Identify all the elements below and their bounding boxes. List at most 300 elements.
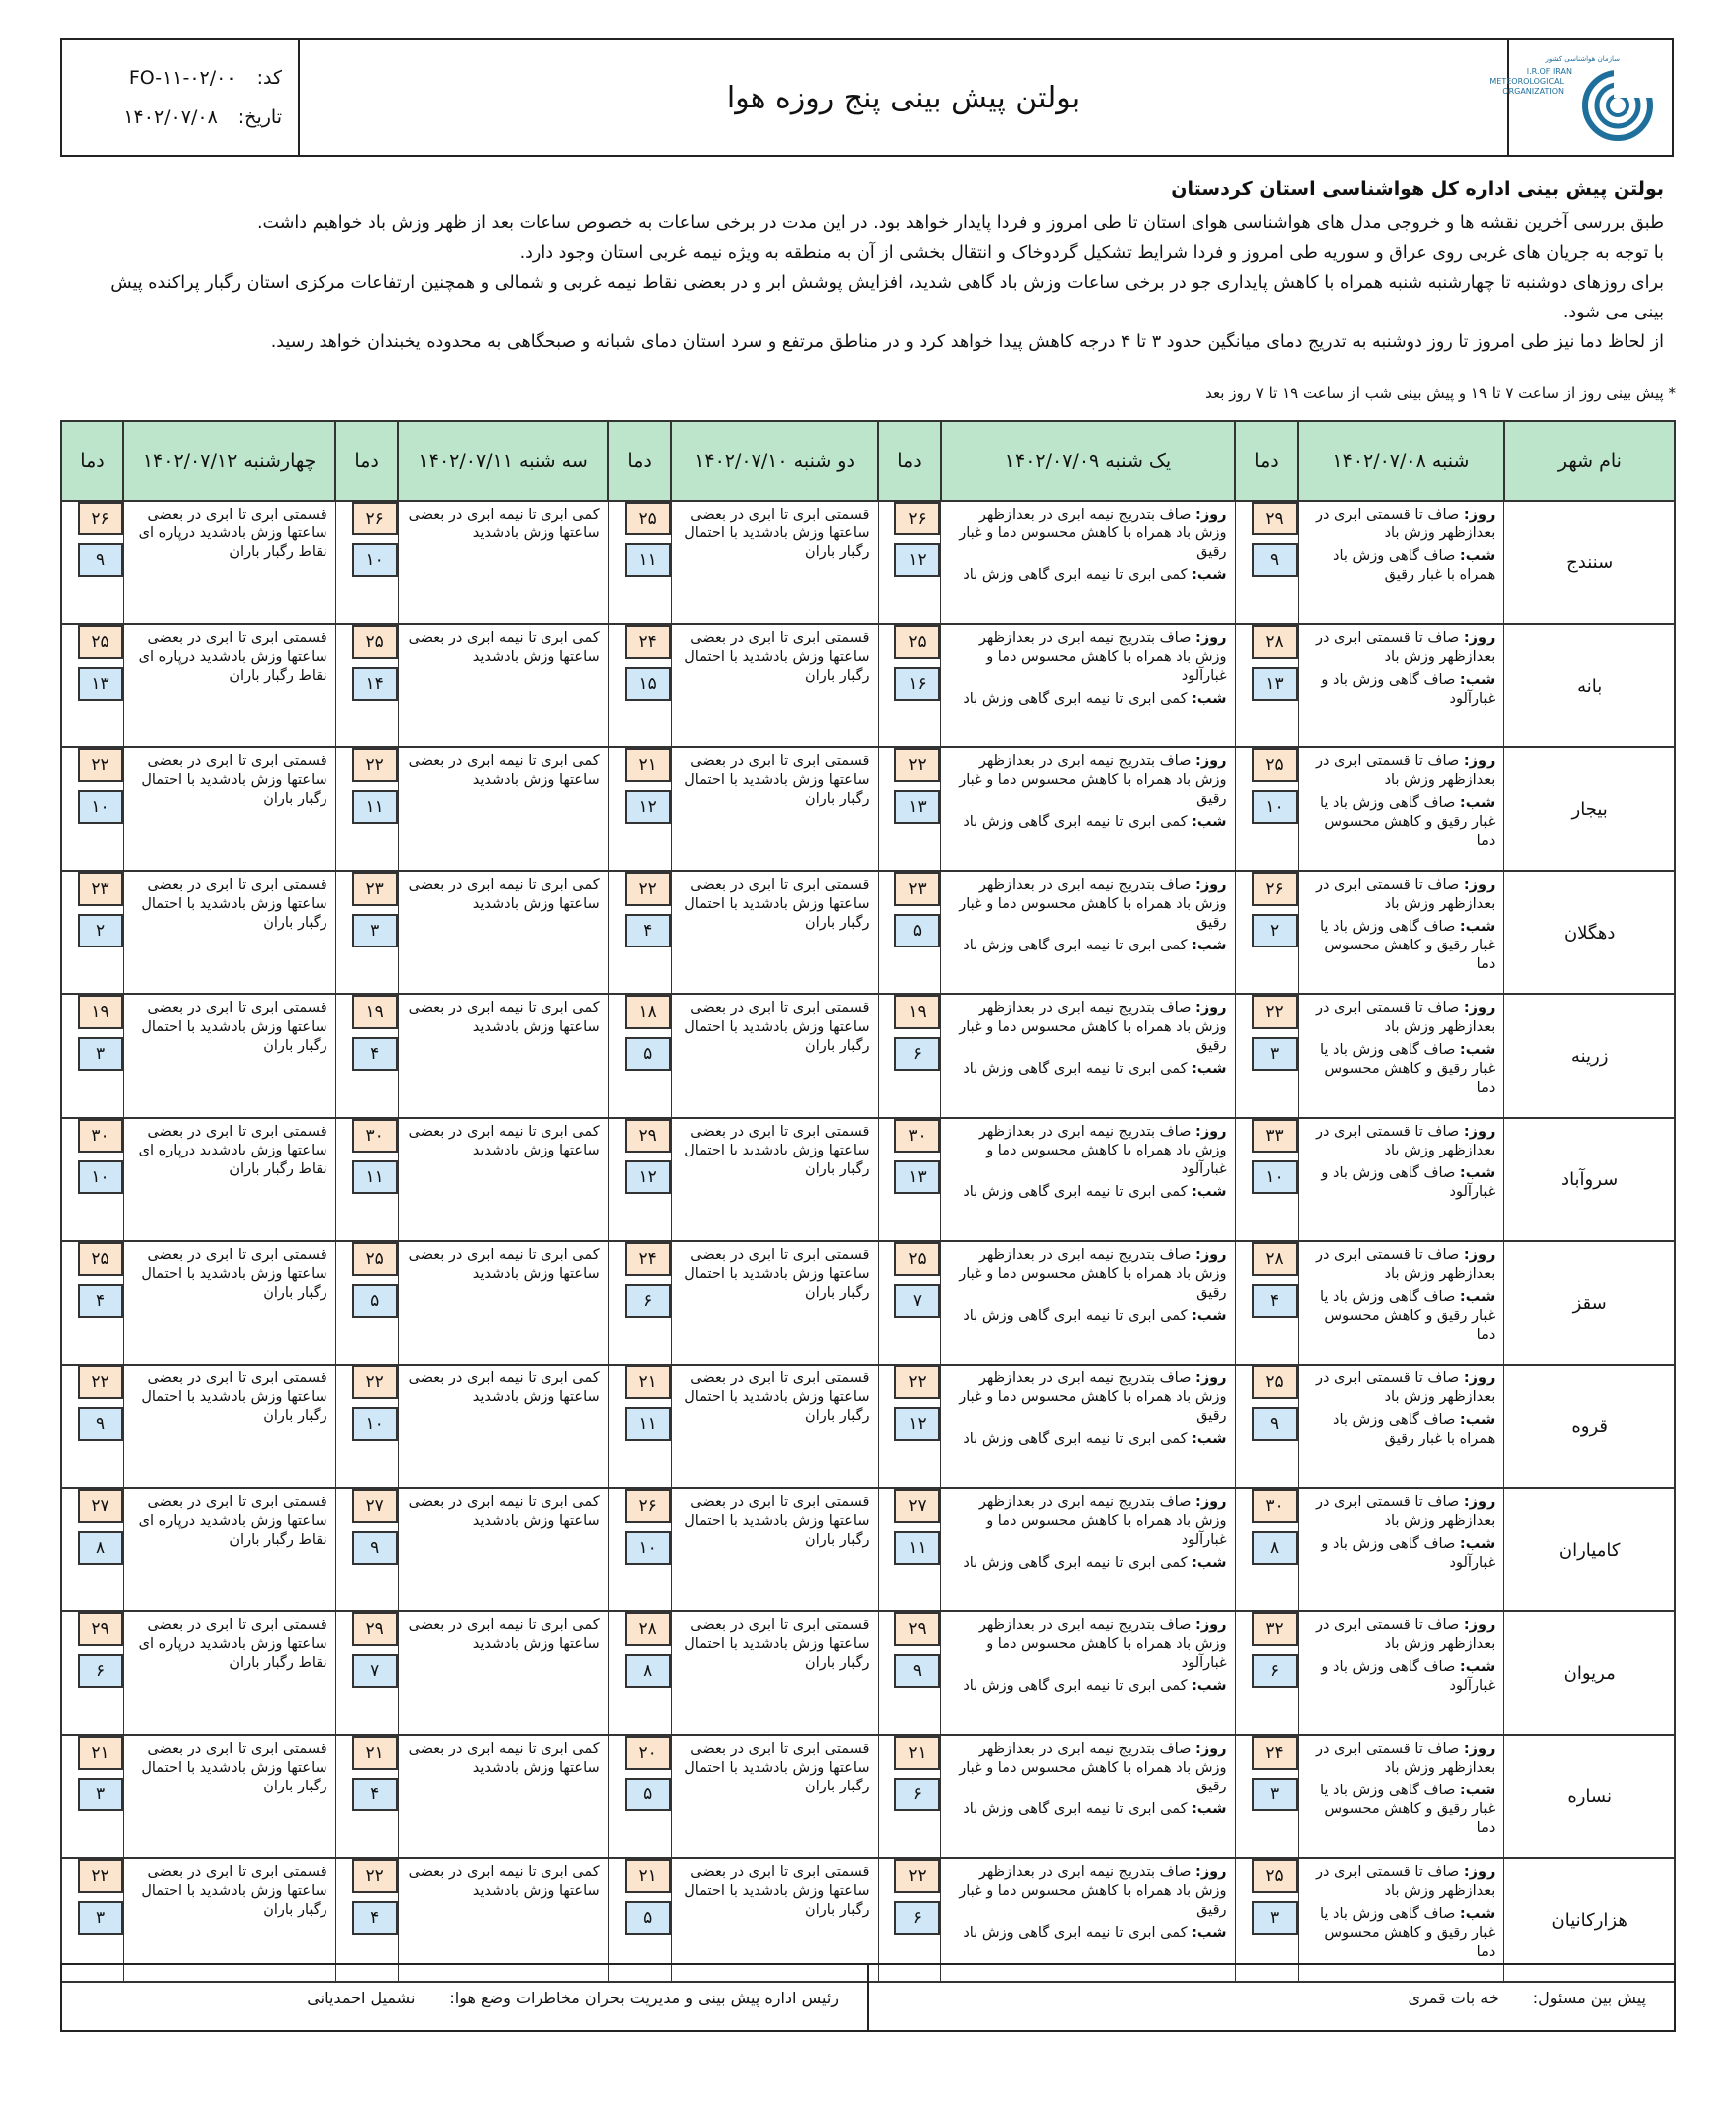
temp-cell xyxy=(878,747,941,871)
min-temp: ۱۴ xyxy=(352,667,398,701)
temp-cell xyxy=(335,624,398,747)
forecast-cell xyxy=(398,1488,608,1611)
intro-paragraph: با توجه به جریان های غربی روی عراق و سوریه طی امروز و فردا شرایط تشکیل گردوخاک و انتقال بخشی از آن به منطقه به ویژه نیمه غربی استان وجود دارد. xyxy=(519,243,1664,263)
temp-cell xyxy=(61,1488,123,1611)
temp-cell xyxy=(608,1488,671,1611)
max-temp: ۲۴ xyxy=(625,625,671,659)
max-temp: ۲۵ xyxy=(352,625,398,659)
forecast-cell xyxy=(1298,1611,1504,1735)
temp-cell xyxy=(61,871,123,994)
max-temp: ۲۲ xyxy=(352,1859,398,1893)
temp-cell xyxy=(608,871,671,994)
night-label: شب: xyxy=(1459,1289,1496,1305)
min-temp: ۶ xyxy=(1252,1654,1298,1688)
forecast-cell xyxy=(1298,871,1504,994)
temp-cell xyxy=(608,994,671,1118)
night-text: صاف گاهی وزش باد همراه با غبار رقیق xyxy=(1333,1412,1496,1447)
table-row xyxy=(61,871,1675,994)
night-text: کمی ابری تا نیمه ابری گاهی وزش باد xyxy=(963,1801,1188,1817)
day-text: صاف تا قسمتی ابری در بعدازظهر وزش باد xyxy=(1315,1617,1496,1652)
night-forecast xyxy=(945,1060,1226,1079)
day-forecast xyxy=(945,1123,1226,1179)
day-text: صاف بتدریج نیمه ابری در بعدازظهر وزش باد همراه با کاهش محسوس دما و غبار رقیق xyxy=(959,1247,1227,1301)
night-forecast xyxy=(945,1307,1226,1326)
night-text: صاف گاهی وزش باد و غبارآلود xyxy=(1321,1165,1496,1200)
temp-column-header: دما xyxy=(1235,421,1298,501)
temp-cell xyxy=(335,871,398,994)
forecast-cell xyxy=(671,747,878,871)
day-column-header: دو شنبه ۱۴۰۲/۰۷/۱۰ xyxy=(671,421,878,501)
min-temp: ۱۰ xyxy=(78,1160,123,1194)
temp-cell xyxy=(878,624,941,747)
temp-cell xyxy=(608,1241,671,1365)
forecast-text: قسمتی ابری تا ابری در بعضی ساعتها وزش بادشدید درپاره ای نقاط رگبار باران xyxy=(138,1494,327,1548)
max-temp: ۲۷ xyxy=(894,1489,940,1523)
forecast-text: قسمتی ابری تا ابری در بعضی ساعتها وزش بادشدید با احتمال رگبار باران xyxy=(141,877,327,931)
day-label: روز: xyxy=(1195,1617,1227,1633)
night-label: شب: xyxy=(1459,1042,1496,1058)
max-temp: ۲۱ xyxy=(894,1736,940,1770)
day-text: صاف بتدریج نیمه ابری در بعدازظهر وزش باد همراه با کاهش محسوس دما و غبار رقیق xyxy=(959,1741,1227,1794)
forecast-text: قسمتی ابری تا ابری در بعضی ساعتها وزش بادشدید درپاره ای نقاط رگبار باران xyxy=(138,1124,327,1177)
night-forecast xyxy=(1303,1905,1496,1962)
temp-cell xyxy=(878,1241,941,1365)
day-forecast xyxy=(1303,1493,1496,1531)
max-temp: ۲۵ xyxy=(1252,1859,1298,1893)
temp-cell xyxy=(608,1118,671,1241)
meteorological-organization-logo-icon xyxy=(1489,48,1665,147)
temp-cell xyxy=(1235,1735,1298,1858)
day-forecast xyxy=(945,999,1226,1056)
max-temp: ۱۹ xyxy=(894,995,940,1029)
forecast-cell xyxy=(671,994,878,1118)
min-temp: ۸ xyxy=(1252,1531,1298,1565)
day-text: صاف بتدریج نیمه ابری در بعدازظهر وزش باد همراه با کاهش محسوس دما و غبار رقیق xyxy=(959,507,1227,560)
city-column-header: نام شهر xyxy=(1504,421,1675,501)
min-temp: ۲ xyxy=(78,914,123,947)
night-text: کمی ابری تا نیمه ابری گاهی وزش باد xyxy=(963,1555,1188,1571)
forecast-text: کمی ابری تا نیمه ابری در بعضی ساعتها وزش بادشدید xyxy=(408,1864,600,1899)
intro-paragraph: از لحاظ دما نیز طی امروز تا روز دوشنبه به تدریج دمای میانگین حدود ۳ تا ۴ درجه کاهش پیدا خواهد کرد و در مناطق مرتفع و سرد استان دمای شبانه و صبحگاهی به محدوده یخبندان خواهد رسید. xyxy=(270,332,1664,352)
night-label: شب: xyxy=(1459,672,1496,688)
bulletin-title: بولتن پیش بینی پنج روزه هوا xyxy=(726,80,1081,115)
night-text: صاف گاهی وزش باد همراه با غبار رقیق xyxy=(1333,548,1496,583)
forecast-cell xyxy=(1298,1735,1504,1858)
min-temp: ۹ xyxy=(78,543,123,577)
max-temp: ۲۹ xyxy=(894,1612,940,1646)
max-temp: ۲۵ xyxy=(894,625,940,659)
temp-cell xyxy=(608,624,671,747)
temp-cell xyxy=(335,1241,398,1365)
max-temp: ۲۹ xyxy=(78,1612,123,1646)
department-head-name: نشمیل احمدیانی xyxy=(307,1988,416,2007)
min-temp: ۶ xyxy=(625,1284,671,1318)
day-label: روز: xyxy=(1463,753,1496,769)
table-row xyxy=(61,1118,1675,1241)
day-forecast xyxy=(1303,876,1496,914)
min-temp: ۱۱ xyxy=(625,543,671,577)
table-row xyxy=(61,624,1675,747)
forecast-cell xyxy=(1298,624,1504,747)
max-temp: ۱۸ xyxy=(625,995,671,1029)
night-text: کمی ابری تا نیمه ابری گاهی وزش باد xyxy=(963,1308,1188,1324)
temp-column-header: دما xyxy=(335,421,398,501)
date-value: ۱۴۰۲/۰۷/۰۸ xyxy=(123,106,218,128)
max-temp: ۲۵ xyxy=(1252,748,1298,782)
day-column-header: یک شنبه ۱۴۰۲/۰۷/۰۹ xyxy=(941,421,1235,501)
table-row xyxy=(61,1365,1675,1488)
forecast-text: کمی ابری تا نیمه ابری در بعضی ساعتها وزش بادشدید xyxy=(408,753,600,788)
min-temp: ۵ xyxy=(352,1284,398,1318)
temp-cell xyxy=(61,747,123,871)
forecast-cell xyxy=(1298,994,1504,1118)
night-text: کمی ابری تا نیمه ابری گاهی وزش باد xyxy=(963,1431,1188,1447)
forecast-cell xyxy=(398,1118,608,1241)
max-temp: ۲۸ xyxy=(625,1612,671,1646)
forecast-cell xyxy=(1298,1118,1504,1241)
night-forecast xyxy=(1303,1535,1496,1573)
night-label: شب: xyxy=(1192,1555,1227,1571)
night-forecast xyxy=(1303,1041,1496,1098)
forecast-text: قسمتی ابری تا ابری در بعضی ساعتها وزش بادشدید با احتمال رگبار باران xyxy=(684,630,870,684)
forecast-cell xyxy=(123,624,335,747)
forecast-text: قسمتی ابری تا ابری در بعضی ساعتها وزش بادشدید با احتمال رگبار باران xyxy=(684,1617,870,1671)
day-column-header: چهارشنبه ۱۴۰۲/۰۷/۱۲ xyxy=(123,421,335,501)
max-temp: ۲۱ xyxy=(625,1366,671,1399)
date-label: تاریخ: xyxy=(237,106,282,128)
max-temp: ۲۲ xyxy=(78,748,123,782)
max-temp: ۲۲ xyxy=(78,1859,123,1893)
night-forecast xyxy=(1303,1164,1496,1202)
day-label: روز: xyxy=(1463,1247,1496,1263)
temp-cell xyxy=(61,1118,123,1241)
temp-cell xyxy=(61,1365,123,1488)
day-label: روز: xyxy=(1195,1494,1227,1510)
temp-cell xyxy=(335,1488,398,1611)
temp-cell xyxy=(335,1735,398,1858)
night-label: شب: xyxy=(1459,795,1496,811)
day-text: صاف بتدریج نیمه ابری در بعدازظهر وزش باد همراه با کاهش محسوس دما و غبار رقیق xyxy=(959,753,1227,807)
day-forecast xyxy=(945,506,1226,562)
min-temp: ۷ xyxy=(894,1284,940,1318)
day-forecast xyxy=(1303,629,1496,667)
min-temp: ۱۰ xyxy=(1252,1160,1298,1194)
max-temp: ۲۱ xyxy=(625,748,671,782)
max-temp: ۱۹ xyxy=(352,995,398,1029)
night-label: شب: xyxy=(1459,1165,1496,1181)
night-label: شب: xyxy=(1192,691,1227,707)
forecast-cell xyxy=(398,747,608,871)
day-text: صاف تا قسمتی ابری در بعدازظهر وزش باد xyxy=(1315,1864,1496,1899)
max-temp: ۳۰ xyxy=(78,1119,123,1153)
night-forecast xyxy=(1303,1288,1496,1345)
forecast-cell xyxy=(941,1735,1235,1858)
organization-logo xyxy=(1489,40,1672,155)
min-temp: ۳ xyxy=(1252,1037,1298,1071)
forecast-cell xyxy=(941,994,1235,1118)
min-temp: ۸ xyxy=(625,1654,671,1688)
max-temp: ۲۲ xyxy=(1252,995,1298,1029)
day-label: روز: xyxy=(1463,507,1496,523)
temp-cell xyxy=(608,1611,671,1735)
night-text: کمی ابری تا نیمه ابری گاهی وزش باد xyxy=(963,1184,1188,1200)
max-temp: ۲۲ xyxy=(625,872,671,906)
night-forecast xyxy=(1303,671,1496,709)
min-temp: ۳ xyxy=(352,914,398,947)
temp-cell xyxy=(878,1118,941,1241)
forecast-cell xyxy=(1298,1241,1504,1365)
min-temp: ۳ xyxy=(78,1037,123,1071)
night-text: صاف گاهی وزش باد و غبارآلود xyxy=(1321,672,1496,707)
city-name: بیجار xyxy=(1504,747,1675,871)
min-temp: ۵ xyxy=(625,1778,671,1811)
forecast-text: قسمتی ابری تا ابری در بعضی ساعتها وزش بادشدید با احتمال رگبار باران xyxy=(684,1370,870,1424)
min-temp: ۴ xyxy=(625,914,671,947)
max-temp: ۲۱ xyxy=(352,1736,398,1770)
forecast-cell xyxy=(1298,1365,1504,1488)
night-text: صاف گاهی وزش باد یا غبار رقیق و کاهش محسوس دما xyxy=(1319,1042,1496,1096)
forecast-cell xyxy=(941,1611,1235,1735)
forecast-cell xyxy=(671,1241,878,1365)
max-temp: ۲۶ xyxy=(352,502,398,535)
forecast-text: قسمتی ابری تا ابری در بعضی ساعتها وزش بادشدید با احتمال رگبار باران xyxy=(141,753,327,807)
max-temp: ۲۲ xyxy=(352,1366,398,1399)
night-text: صاف گاهی وزش باد یا غبار رقیق و کاهش محسوس دما xyxy=(1319,1783,1496,1836)
night-forecast xyxy=(1303,794,1496,851)
min-temp: ۶ xyxy=(894,1037,940,1071)
max-temp: ۲۳ xyxy=(894,872,940,906)
max-temp: ۲۶ xyxy=(894,502,940,535)
min-temp: ۱۳ xyxy=(894,1160,940,1194)
temp-cell xyxy=(1235,624,1298,747)
forecast-text: قسمتی ابری تا ابری در بعضی ساعتها وزش بادشدید با احتمال رگبار باران xyxy=(684,1247,870,1301)
night-forecast xyxy=(945,566,1226,585)
night-forecast xyxy=(945,1183,1226,1202)
min-temp: ۶ xyxy=(894,1901,940,1935)
code-label: کد: xyxy=(256,67,282,89)
forecast-cell xyxy=(671,1735,878,1858)
forecast-text: قسمتی ابری تا ابری در بعضی ساعتها وزش بادشدید درپاره ای نقاط رگبار باران xyxy=(138,507,327,560)
day-label: روز: xyxy=(1463,1494,1496,1510)
city-name: کامیاران xyxy=(1504,1488,1675,1611)
forecast-cell xyxy=(123,501,335,624)
temp-cell xyxy=(1235,501,1298,624)
forecast-cell xyxy=(123,1118,335,1241)
min-temp: ۱۲ xyxy=(894,1407,940,1441)
night-label: شب: xyxy=(1459,919,1496,935)
temp-cell xyxy=(335,1118,398,1241)
forecast-text: قسمتی ابری تا ابری در بعضی ساعتها وزش بادشدید با احتمال رگبار باران xyxy=(141,1000,327,1054)
code-value: FO-۱۱-۰۲/۰۰ xyxy=(128,67,237,89)
forecast-text: کمی ابری تا نیمه ابری در بعضی ساعتها وزش بادشدید xyxy=(408,1124,600,1158)
day-column-header: سه شنبه ۱۴۰۲/۰۷/۱۱ xyxy=(398,421,608,501)
min-temp: ۳ xyxy=(1252,1778,1298,1811)
night-forecast xyxy=(945,1924,1226,1943)
day-text: صاف تا قسمتی ابری در بعدازظهر وزش باد xyxy=(1315,630,1496,665)
min-temp: ۱۰ xyxy=(78,790,123,824)
temp-cell xyxy=(61,501,123,624)
forecast-text: قسمتی ابری تا ابری در بعضی ساعتها وزش بادشدید با احتمال رگبار باران xyxy=(684,507,870,560)
max-temp: ۳۰ xyxy=(352,1119,398,1153)
forecast-cell xyxy=(671,1611,878,1735)
forecast-cell xyxy=(941,1118,1235,1241)
night-label: شب: xyxy=(1192,938,1227,953)
max-temp: ۲۴ xyxy=(625,1242,671,1276)
night-forecast xyxy=(945,1554,1226,1573)
forecast-cell xyxy=(398,994,608,1118)
night-text: کمی ابری تا نیمه ابری گاهی وزش باد xyxy=(963,691,1188,707)
night-text: کمی ابری تا نیمه ابری گاهی وزش باد xyxy=(963,814,1188,830)
min-temp: ۱۵ xyxy=(625,667,671,701)
min-temp: ۵ xyxy=(894,914,940,947)
temp-cell xyxy=(1235,1611,1298,1735)
forecast-cell xyxy=(123,1241,335,1365)
max-temp: ۲۷ xyxy=(352,1489,398,1523)
city-name: سروآباد xyxy=(1504,1118,1675,1241)
day-text: صاف تا قسمتی ابری در بعدازظهر وزش باد xyxy=(1315,1000,1496,1035)
min-temp: ۲ xyxy=(1252,914,1298,947)
min-temp: ۸ xyxy=(78,1531,123,1565)
max-temp: ۳۲ xyxy=(1252,1612,1298,1646)
day-label: روز: xyxy=(1195,753,1227,769)
min-temp: ۹ xyxy=(352,1531,398,1565)
min-temp: ۳ xyxy=(78,1778,123,1811)
forecast-cell xyxy=(123,871,335,994)
table-row xyxy=(61,1611,1675,1735)
max-temp: ۳۳ xyxy=(1252,1119,1298,1153)
day-text: صاف تا قسمتی ابری در بعدازظهر وزش باد xyxy=(1315,1494,1496,1529)
min-temp: ۴ xyxy=(352,1901,398,1935)
min-temp: ۱۲ xyxy=(894,543,940,577)
day-text: صاف بتدریج نیمه ابری در بعدازظهر وزش باد همراه با کاهش محسوس دما و غبارآلود xyxy=(978,1124,1227,1177)
forecast-text: قسمتی ابری تا ابری در بعضی ساعتها وزش بادشدید با احتمال رگبار باران xyxy=(141,1370,327,1424)
intro-paragraph: طبق بررسی آخرین نقشه ها و خروجی مدل های هواشناسی هوای استان تا طی امروز و فردا پایدار خواهد بود. در این مدت در برخی ساعات به خصوص ساعات بعد از ظهر وزش باد خواهیم داشت. xyxy=(256,213,1664,233)
temp-cell xyxy=(61,1735,123,1858)
temp-cell xyxy=(608,1365,671,1488)
min-temp: ۵ xyxy=(625,1037,671,1071)
day-column-header: شنبه ۱۴۰۲/۰۷/۰۸ xyxy=(1298,421,1504,501)
forecast-cell xyxy=(941,501,1235,624)
night-text: صاف گاهی وزش باد یا غبار رقیق و کاهش محسوس دما xyxy=(1319,919,1496,972)
day-text: صاف تا قسمتی ابری در بعدازظهر وزش باد xyxy=(1315,507,1496,541)
temp-cell xyxy=(61,624,123,747)
forecast-text: قسمتی ابری تا ابری در بعضی ساعتها وزش بادشدید با احتمال رگبار باران xyxy=(684,1000,870,1054)
night-forecast xyxy=(945,1677,1226,1696)
forecast-cell xyxy=(123,1488,335,1611)
day-forecast xyxy=(945,876,1226,933)
night-forecast xyxy=(945,1800,1226,1819)
day-text: صاف بتدریج نیمه ابری در بعدازظهر وزش باد همراه با کاهش محسوس دما و غبارآلود xyxy=(978,1617,1227,1671)
forecast-text: قسمتی ابری تا ابری در بعضی ساعتها وزش بادشدید با احتمال رگبار باران xyxy=(141,1247,327,1301)
min-temp: ۱۲ xyxy=(625,790,671,824)
intro-heading: بولتن پیش بینی اداره کل هواشناسی استان کردستان xyxy=(1171,178,1664,200)
max-temp: ۲۳ xyxy=(352,872,398,906)
temp-cell xyxy=(878,1735,941,1858)
org-name-en-1: I.R.OF IRAN xyxy=(1526,67,1572,76)
department-head-label: رئیس اداره پیش بینی و مدیریت بحران مخاطرات وضع هوا: xyxy=(449,1988,839,2007)
night-forecast xyxy=(1303,547,1496,585)
forecast-text: قسمتی ابری تا ابری در بعضی ساعتها وزش بادشدید درپاره ای نقاط رگبار باران xyxy=(138,630,327,684)
day-text: صاف بتدریج نیمه ابری در بعدازظهر وزش باد همراه با کاهش محسوس دما و غبارآلود xyxy=(978,1494,1227,1548)
city-name: نساره xyxy=(1504,1735,1675,1858)
forecast-text: قسمتی ابری تا ابری در بعضی ساعتها وزش بادشدید با احتمال رگبار باران xyxy=(684,1741,870,1794)
temp-cell xyxy=(878,1365,941,1488)
table-row xyxy=(61,747,1675,871)
max-temp: ۳۰ xyxy=(1252,1489,1298,1523)
city-name: قروه xyxy=(1504,1365,1675,1488)
forecast-cell xyxy=(671,624,878,747)
max-temp: ۲۸ xyxy=(1252,1242,1298,1276)
forecast-text: کمی ابری تا نیمه ابری در بعضی ساعتها وزش بادشدید xyxy=(408,630,600,665)
day-forecast xyxy=(1303,506,1496,543)
forecast-cell xyxy=(123,994,335,1118)
max-temp: ۲۲ xyxy=(352,748,398,782)
max-temp: ۲۹ xyxy=(1252,502,1298,535)
intro-section xyxy=(80,174,1664,357)
day-text: صاف بتدریج نیمه ابری در بعدازظهر وزش باد همراه با کاهش محسوس دما و غبار رقیق xyxy=(959,1370,1227,1424)
forecast-cell xyxy=(671,1488,878,1611)
day-label: روز: xyxy=(1195,1247,1227,1263)
temp-cell xyxy=(335,501,398,624)
min-temp: ۱۲ xyxy=(625,1160,671,1194)
temp-cell xyxy=(1235,1365,1298,1488)
min-temp: ۴ xyxy=(78,1284,123,1318)
day-label: روز: xyxy=(1195,1000,1227,1016)
day-forecast xyxy=(945,752,1226,809)
forecast-text: قسمتی ابری تا ابری در بعضی ساعتها وزش بادشدید با احتمال رگبار باران xyxy=(684,1124,870,1177)
temp-cell xyxy=(1235,747,1298,871)
forecast-text: قسمتی ابری تا ابری در بعضی ساعتها وزش بادشدید درپاره ای نقاط رگبار باران xyxy=(138,1617,327,1671)
night-forecast xyxy=(1303,1658,1496,1696)
night-forecast xyxy=(945,937,1226,955)
day-label: روز: xyxy=(1195,507,1227,523)
day-label: روز: xyxy=(1463,1000,1496,1016)
max-temp: ۱۹ xyxy=(78,995,123,1029)
forecast-cell xyxy=(398,1735,608,1858)
table-row xyxy=(61,501,1675,624)
temp-cell xyxy=(335,1365,398,1488)
day-forecast xyxy=(1303,1740,1496,1778)
night-text: صاف گاهی وزش باد یا غبار رقیق و کاهش محسوس دما xyxy=(1319,795,1496,849)
max-temp: ۲۷ xyxy=(78,1489,123,1523)
forecast-cell xyxy=(398,624,608,747)
night-text: صاف گاهی وزش باد یا غبار رقیق و کاهش محسوس دما xyxy=(1319,1906,1496,1960)
temp-cell xyxy=(878,871,941,994)
forecast-cell xyxy=(398,1365,608,1488)
min-temp: ۳ xyxy=(1252,1901,1298,1935)
temp-cell xyxy=(61,994,123,1118)
night-label: شب: xyxy=(1192,1061,1227,1077)
min-temp: ۹ xyxy=(78,1407,123,1441)
temp-cell xyxy=(61,1611,123,1735)
min-temp: ۷ xyxy=(352,1654,398,1688)
night-label: شب: xyxy=(1459,1906,1496,1922)
night-label: شب: xyxy=(1192,1925,1227,1941)
max-temp: ۲۲ xyxy=(894,1859,940,1893)
max-temp: ۲۵ xyxy=(78,1242,123,1276)
forecast-cell xyxy=(1298,1488,1504,1611)
forecaster-name: خه بات قمری xyxy=(1408,1988,1499,2007)
temp-cell xyxy=(878,1488,941,1611)
forecast-cell xyxy=(941,1488,1235,1611)
night-forecast xyxy=(1303,1411,1496,1449)
day-label: روز: xyxy=(1463,1617,1496,1633)
forecast-cell xyxy=(941,747,1235,871)
table-header-row xyxy=(61,421,1675,501)
max-temp: ۲۲ xyxy=(894,748,940,782)
max-temp: ۲۲ xyxy=(78,1366,123,1399)
night-forecast xyxy=(1303,1782,1496,1838)
